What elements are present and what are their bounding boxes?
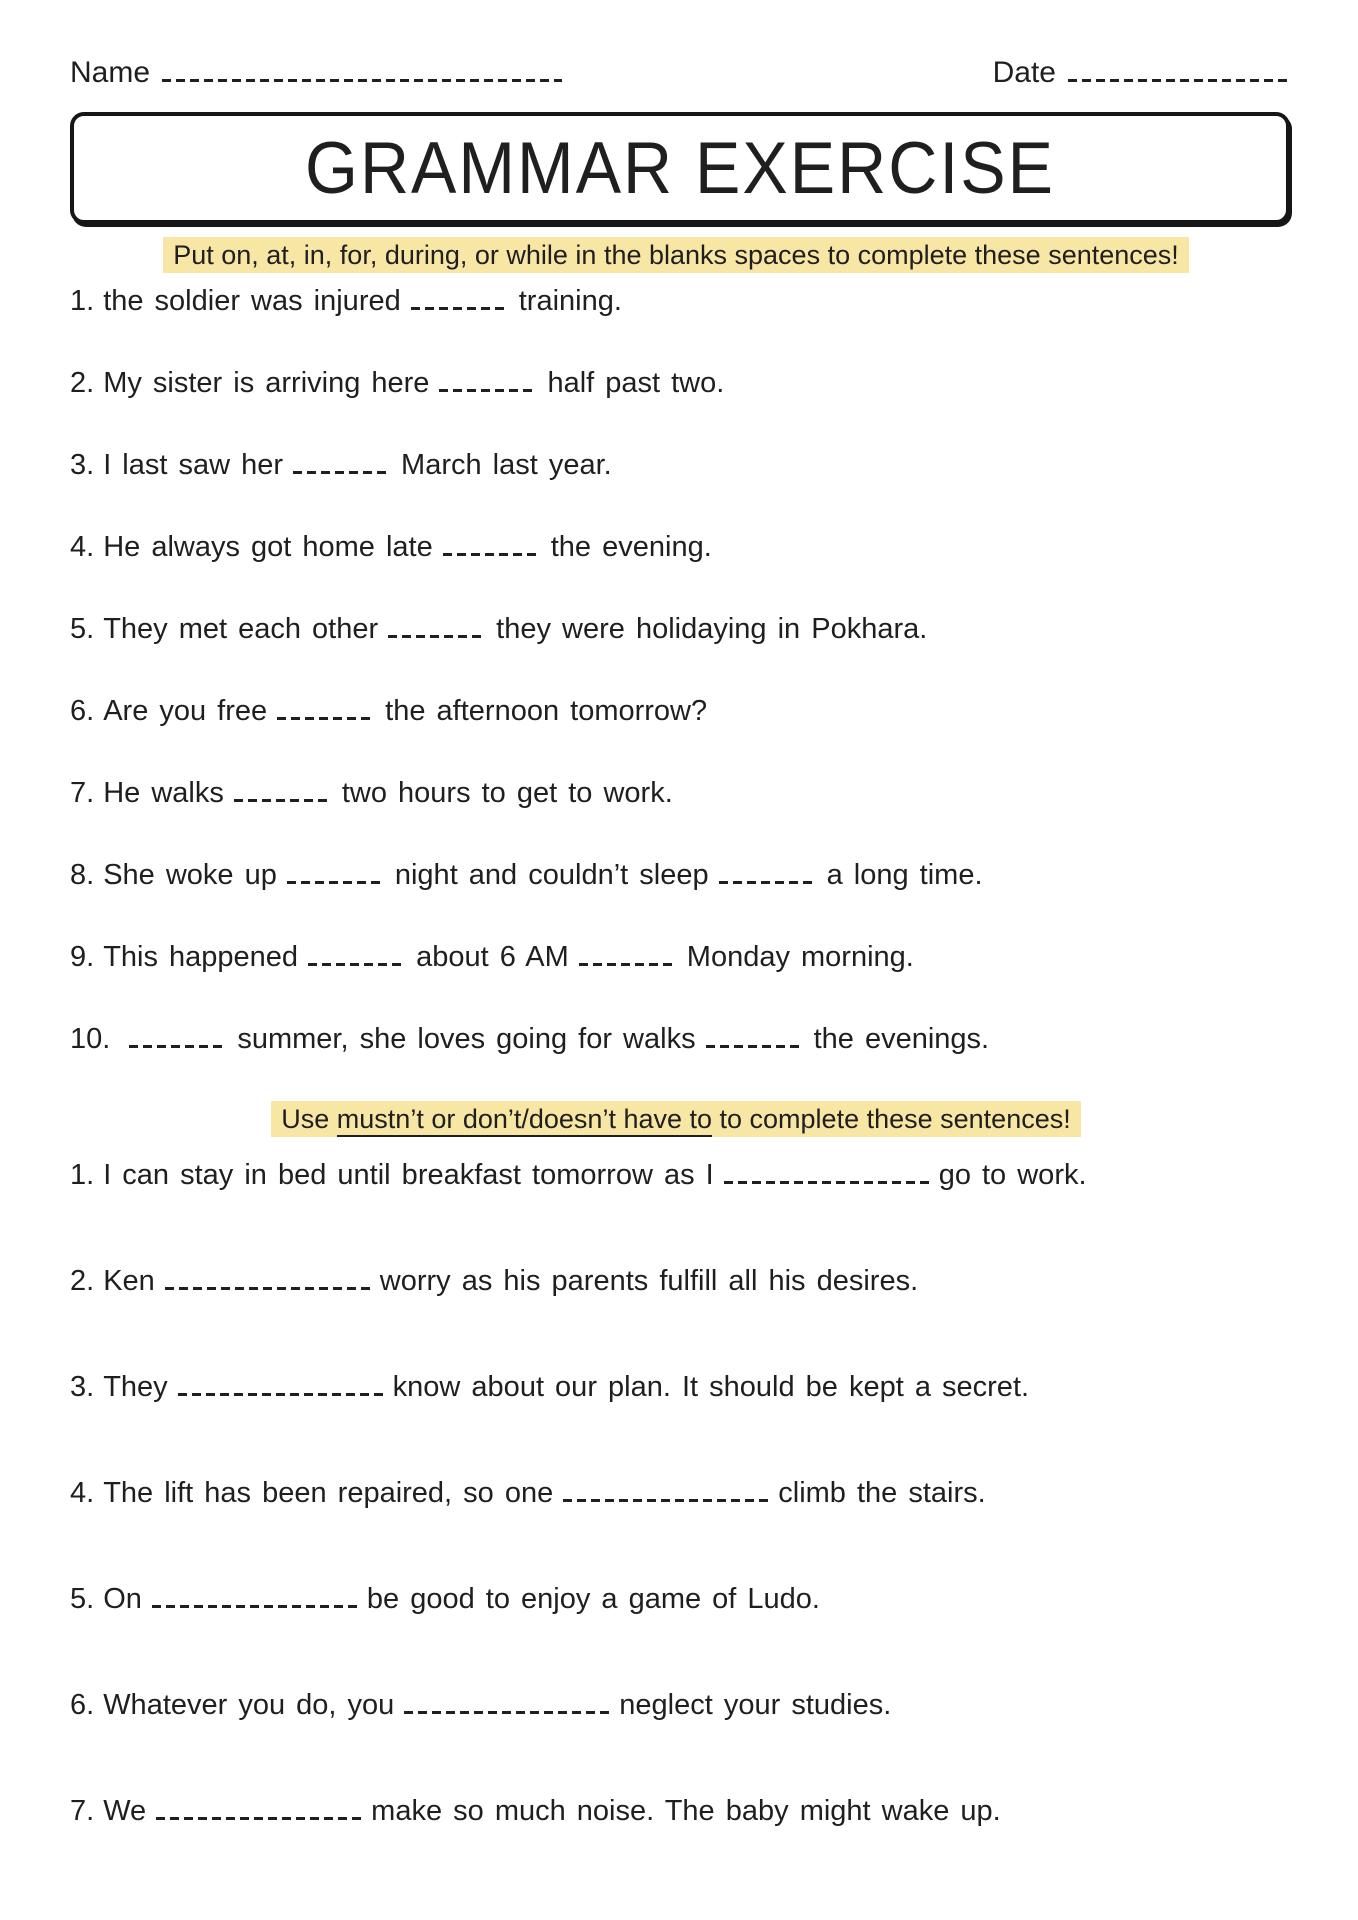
sentence-text: they were holidaying in Pokhara. xyxy=(496,613,928,645)
sentence-number: 9. xyxy=(70,941,95,973)
instruction-highlight xyxy=(163,237,1189,273)
sentence-number: 3. xyxy=(70,1371,95,1403)
sentence-text: summer, she loves going for walks xyxy=(237,1023,696,1055)
sentence-s2-5 xyxy=(70,1580,820,1618)
sentence-text: the evening. xyxy=(550,531,712,563)
sentence-s1-1 xyxy=(70,282,622,320)
sentence-text: about 6 AM xyxy=(416,941,569,973)
fill-in-blank xyxy=(404,1711,609,1714)
instruction-text-suffix: to complete these sentences! xyxy=(712,1104,1071,1134)
sentence-text: the evenings. xyxy=(813,1023,990,1055)
fill-in-blank xyxy=(308,963,406,966)
sentence-text: make so much noise. The baby might wake up. xyxy=(371,1795,1001,1827)
fill-in-blank xyxy=(287,881,385,884)
fill-in-blank xyxy=(152,1605,357,1608)
name-field xyxy=(70,56,562,90)
sentence-text: My sister is arriving here xyxy=(103,367,430,399)
fill-in-blank xyxy=(724,1181,929,1184)
sentence-text: They met each other xyxy=(103,613,379,645)
sentence-s1-2 xyxy=(70,364,724,402)
instruction-underlined-text: mustn’t or don’t/doesn’t have to xyxy=(337,1104,712,1137)
sentence-text: We xyxy=(103,1795,147,1827)
sentence-text: The lift has been repaired, so one xyxy=(103,1477,554,1509)
sentence-s2-6 xyxy=(70,1686,891,1724)
fill-in-blank xyxy=(706,1045,804,1048)
fill-in-blank xyxy=(178,1393,383,1396)
sentence-number: 6. xyxy=(70,1689,95,1721)
sentence-s2-4 xyxy=(70,1474,986,1512)
sentence-text: On xyxy=(103,1583,142,1615)
fill-in-blank xyxy=(234,799,332,802)
sentence-text: He always got home late xyxy=(103,531,433,563)
name-label: Name xyxy=(70,56,151,89)
sentence-text: the afternoon tomorrow? xyxy=(385,695,708,727)
sentence-s1-8 xyxy=(70,856,983,894)
sentence-s1-3 xyxy=(70,446,612,484)
sentence-number: 7. xyxy=(70,777,95,809)
sentence-number: 5. xyxy=(70,613,95,645)
fill-in-blank xyxy=(411,307,509,310)
fill-in-blank xyxy=(165,1287,370,1290)
sentence-text: two hours to get to work. xyxy=(341,777,673,809)
date-field xyxy=(993,56,1290,90)
sentence-text: a long time. xyxy=(826,859,983,891)
sentence-number: 2. xyxy=(70,1265,95,1297)
sentence-number: 6. xyxy=(70,695,95,727)
sentence-number: 3. xyxy=(70,449,95,481)
sentence-text: Monday morning. xyxy=(686,941,914,973)
sentence-text: She woke up xyxy=(103,859,277,891)
name-date-row xyxy=(70,56,1290,90)
sentence-number: 10. xyxy=(70,1023,111,1055)
instruction-text: Put on, at, in, for, during, or while in the blanks spaces to complete these sentences! xyxy=(173,240,1179,270)
worksheet-title: GRAMMAR EXERCISE xyxy=(305,126,1055,210)
sentence-s1-10 xyxy=(70,1020,989,1058)
sentence-text: Whatever you do, you xyxy=(103,1689,395,1721)
sentence-text: March last year. xyxy=(401,449,612,481)
fill-in-blank xyxy=(129,1045,227,1048)
sentence-number: 1. xyxy=(70,1159,95,1191)
sentence-text: worry as his parents fulfill all his desires. xyxy=(379,1265,919,1297)
date-blank-line xyxy=(1068,79,1290,82)
sentence-text: Are you free xyxy=(103,695,268,727)
sentence-number: 7. xyxy=(70,1795,95,1827)
name-blank-line xyxy=(162,79,562,82)
sentence-text: neglect your studies. xyxy=(619,1689,892,1721)
fill-in-blank xyxy=(579,963,677,966)
fill-in-blank xyxy=(388,635,486,638)
fill-in-blank xyxy=(719,881,817,884)
sentence-text: This happened xyxy=(103,941,299,973)
sentence-text: I last saw her xyxy=(103,449,284,481)
section2-instruction xyxy=(70,1100,1282,1138)
fill-in-blank xyxy=(563,1499,768,1502)
sentence-s2-1 xyxy=(70,1156,1087,1194)
sentence-number: 4. xyxy=(70,531,95,563)
sentence-text: night and couldn’t sleep xyxy=(394,859,709,891)
sentence-text: They xyxy=(103,1371,168,1403)
sentence-number: 4. xyxy=(70,1477,95,1509)
sentence-s2-3 xyxy=(70,1368,1029,1406)
sentence-text: the soldier was injured xyxy=(103,285,401,317)
sentence-s2-7 xyxy=(70,1792,1001,1830)
fill-in-blank xyxy=(293,471,391,474)
fill-in-blank xyxy=(277,717,375,720)
sentence-s1-7 xyxy=(70,774,673,812)
sentence-number: 8. xyxy=(70,859,95,891)
sentence-s1-4 xyxy=(70,528,712,566)
date-label: Date xyxy=(992,56,1056,89)
sentence-s2-2 xyxy=(70,1262,918,1300)
sentence-s1-5 xyxy=(70,610,927,648)
sentence-text: climb the stairs. xyxy=(778,1477,986,1509)
sentence-text: Ken xyxy=(103,1265,155,1297)
fill-in-blank xyxy=(439,389,537,392)
instruction-text: Use xyxy=(281,1104,337,1134)
sentence-text: He walks xyxy=(103,777,224,809)
sentence-number: 1. xyxy=(70,285,95,317)
sentence-text: half past two. xyxy=(547,367,725,399)
fill-in-blank xyxy=(443,553,541,556)
title-box xyxy=(70,112,1290,224)
sentence-text: training. xyxy=(518,285,622,317)
sentence-text: be good to enjoy a game of Ludo. xyxy=(366,1583,820,1615)
sentence-number: 2. xyxy=(70,367,95,399)
sentence-text: go to work. xyxy=(938,1159,1087,1191)
sentence-s1-9 xyxy=(70,938,914,976)
sentence-text: I can stay in bed until breakfast tomorrow as I xyxy=(103,1159,714,1191)
sentence-s1-6 xyxy=(70,692,707,730)
instruction-highlight xyxy=(271,1101,1080,1137)
sentence-number: 5. xyxy=(70,1583,95,1615)
fill-in-blank xyxy=(156,1817,361,1820)
sentence-text: know about our plan. It should be kept a secret. xyxy=(392,1371,1030,1403)
section1-instruction xyxy=(70,236,1282,274)
